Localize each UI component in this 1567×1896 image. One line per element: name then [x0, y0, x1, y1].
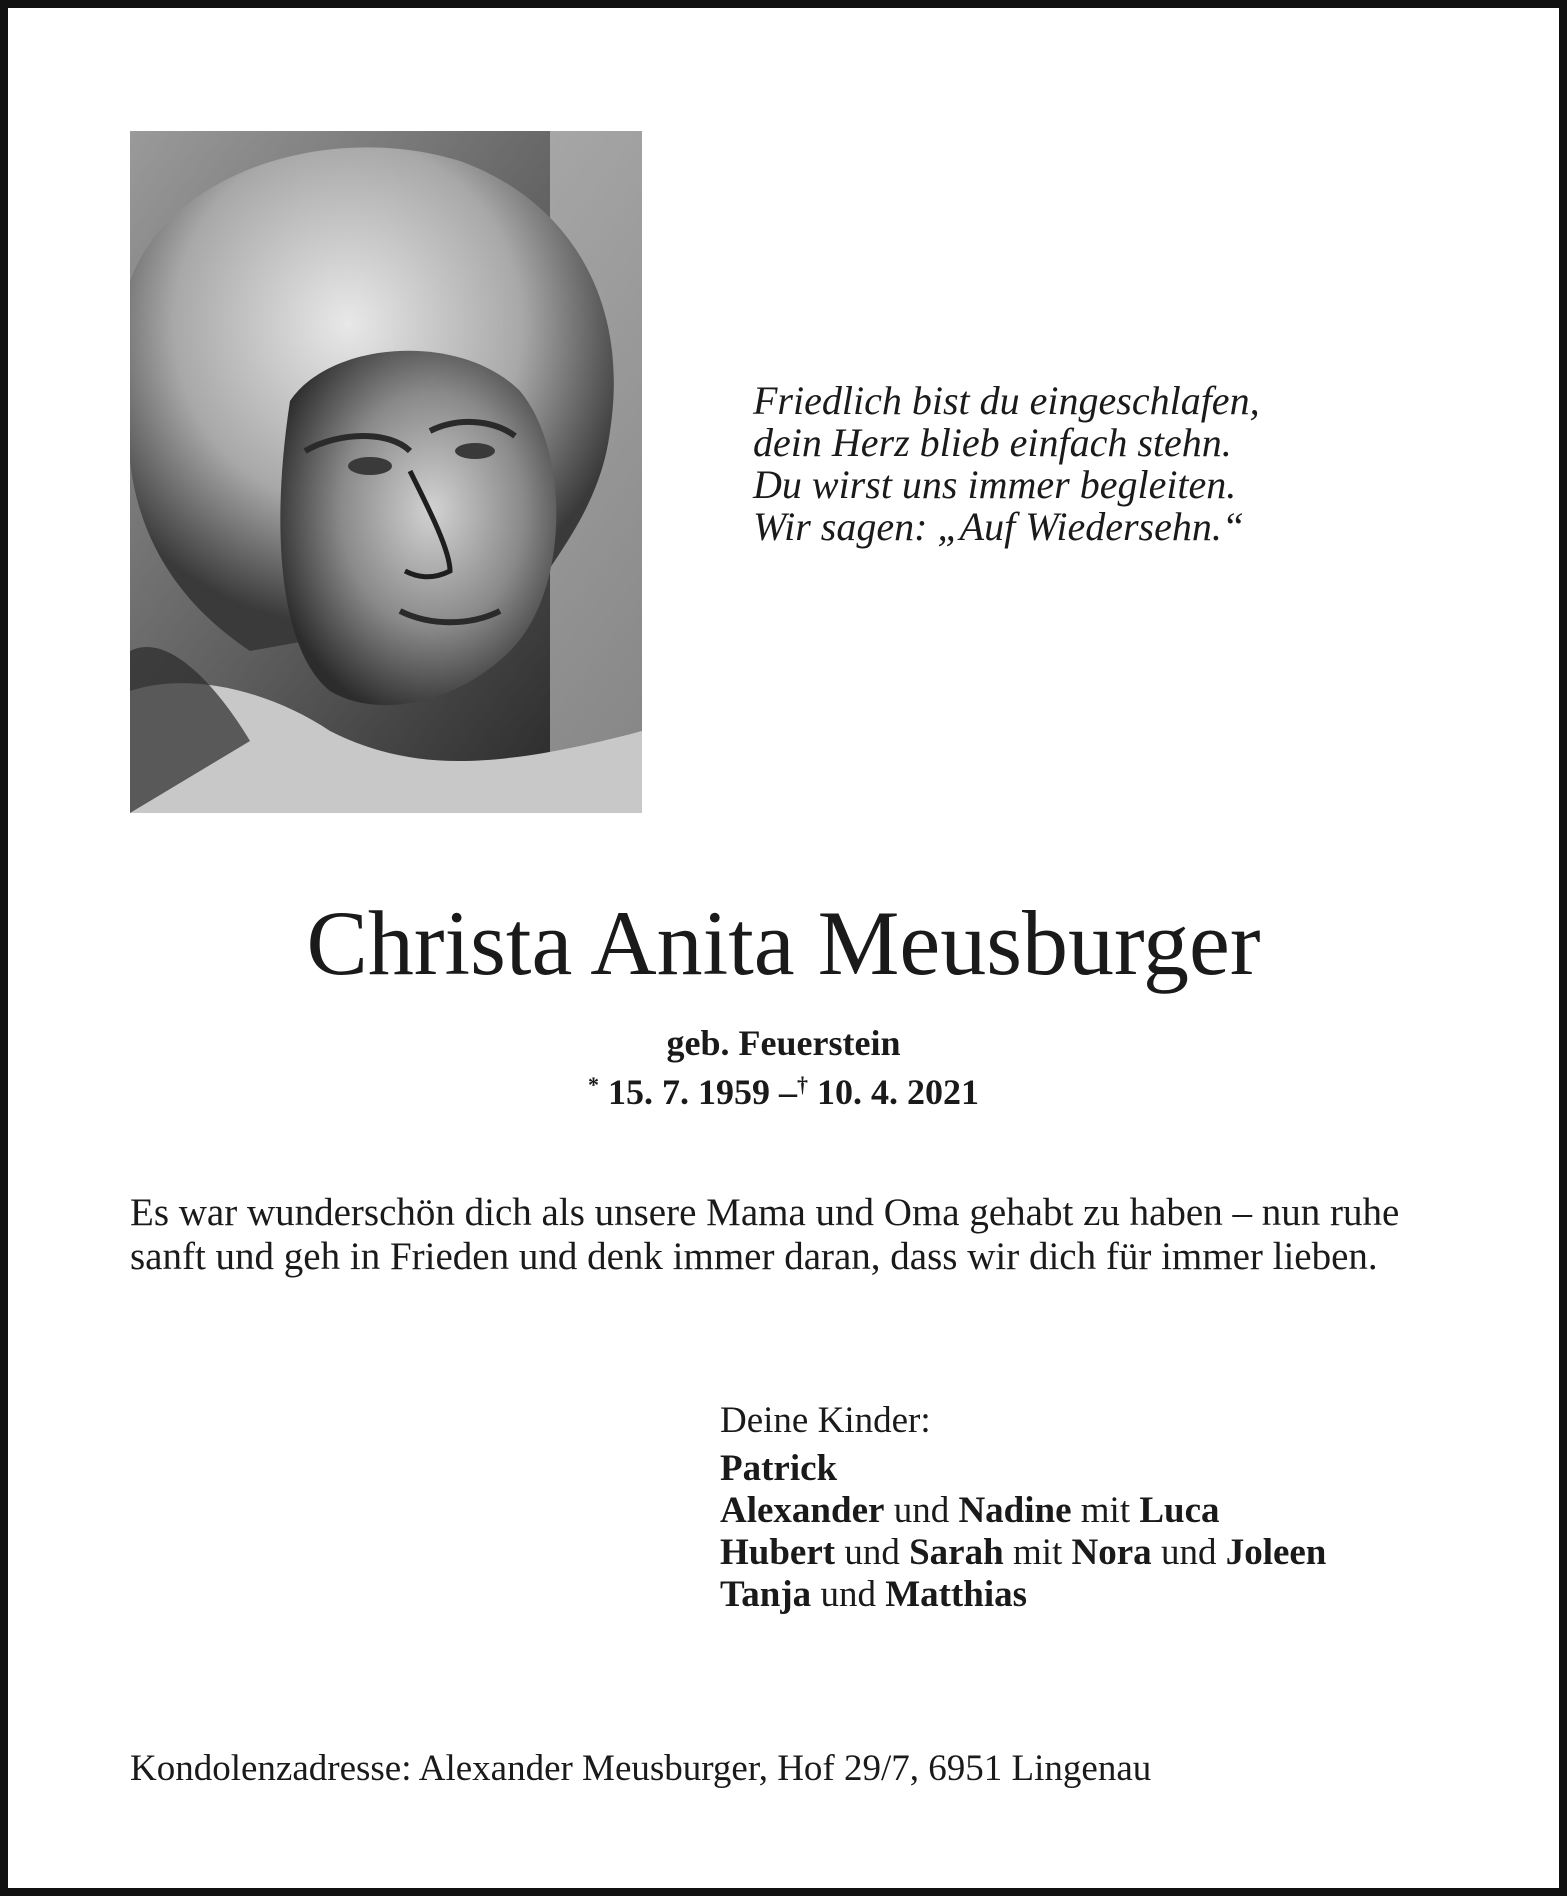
connector-word: und — [820, 1574, 876, 1615]
date-separator: – — [779, 1072, 797, 1112]
family-member-name: Sarah — [909, 1532, 1004, 1573]
poem — [753, 380, 1373, 548]
connector-word: mit — [1012, 1532, 1063, 1573]
farewell-message: Es war wunderschön dich als unsere Mama und Oma gehabt zu haben – nun ruhe sanft und geh in Frieden und denk immer daran, dass wir dich für immer lieben. — [130, 1191, 1400, 1278]
connector-word: und — [893, 1490, 950, 1531]
poem-line: Du wirst uns immer begleiten. — [753, 462, 1237, 507]
death-date: 10. 4. 2021 — [817, 1072, 979, 1112]
deceased-name: Christa Anita Meusburger — [306, 892, 1261, 994]
family-member-name: Patrick — [720, 1448, 838, 1489]
family-list — [720, 1400, 1480, 1616]
connector-word: mit — [1080, 1490, 1131, 1531]
birth-date: 15. 7. 1959 — [608, 1072, 770, 1112]
family-member-name: Nadine — [958, 1490, 1072, 1531]
family-row — [720, 1574, 1480, 1616]
connector-word: und — [1160, 1532, 1217, 1573]
family-member-name: Tanja — [720, 1574, 812, 1615]
poem-line: dein Herz blieb einfach stehn. — [753, 420, 1232, 465]
portrait-photo — [130, 131, 642, 813]
birth-name: geb. Feuerstein — [666, 1023, 901, 1063]
poem-line: Wir sagen: „Auf Wiedersehn.“ — [753, 504, 1245, 549]
family-member-name: Alexander — [720, 1490, 885, 1531]
condolence-address: Kondolenzadresse: Alexander Meusburger, Hof 29/7, 6951 Lingenau — [130, 1748, 1152, 1789]
family-row — [720, 1448, 1480, 1490]
family-member-name: Hubert — [720, 1532, 836, 1573]
portrait-image — [130, 131, 642, 813]
family-row — [720, 1490, 1480, 1532]
death-symbol: † — [797, 1072, 808, 1097]
family-member-name: Nora — [1071, 1532, 1152, 1573]
family-heading: Deine Kinder: — [720, 1400, 931, 1441]
family-member-name: Matthias — [885, 1574, 1028, 1615]
life-dates — [8, 1065, 1559, 1112]
birth-symbol: * — [588, 1072, 599, 1097]
family-member-name: Luca — [1139, 1490, 1220, 1531]
poem-line: Friedlich bist du eingeschlafen, — [753, 378, 1260, 423]
family-member-name: Joleen — [1225, 1532, 1327, 1573]
family-row — [720, 1532, 1480, 1574]
connector-word: und — [844, 1532, 900, 1573]
